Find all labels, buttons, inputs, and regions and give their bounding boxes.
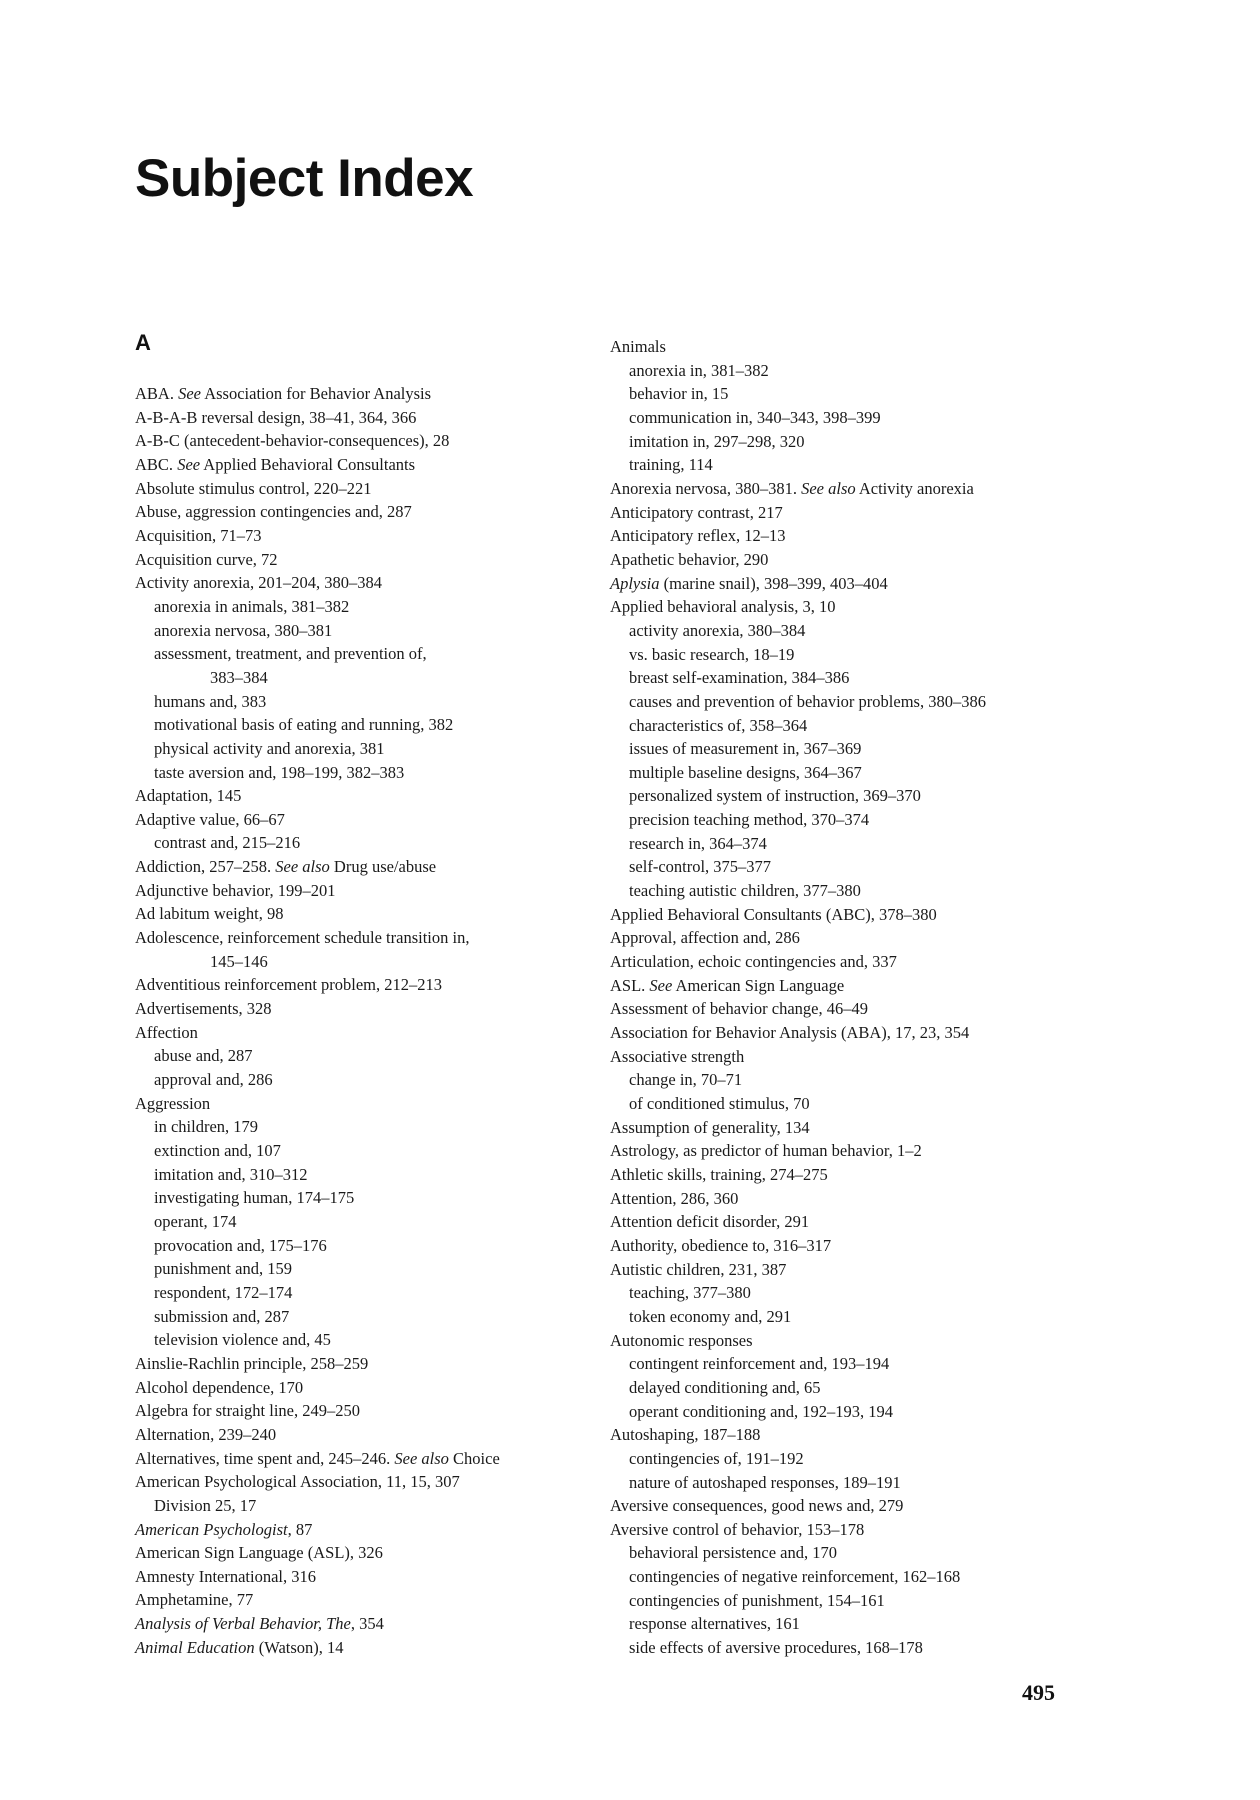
index-entry — [135, 1092, 605, 1116]
entry-text: , 87 — [287, 1519, 313, 1539]
index-subentry — [610, 1589, 1080, 1613]
entry-text: behavior in, 15 — [629, 384, 729, 404]
index-entry — [610, 1234, 1080, 1258]
index-subentry — [135, 595, 605, 619]
entry-text: nature of autoshaped responses, 189–191 — [629, 1472, 901, 1492]
entry-text: contingent reinforcement and, 193–194 — [629, 1354, 890, 1374]
entry-text: operant, 174 — [154, 1211, 237, 1231]
entry-text: contrast and, 215–216 — [154, 833, 301, 853]
entry-text: delayed conditioning and, 65 — [629, 1377, 821, 1397]
entry-text: Articulation, echoic contingencies and, 337 — [610, 952, 897, 972]
index-subentry — [610, 1447, 1080, 1471]
index-subentry — [610, 430, 1080, 454]
entry-text: activity anorexia, 380–384 — [629, 620, 806, 640]
entry-italic-text: Animal Education — [135, 1637, 255, 1657]
entry-text: Ainslie-Rachlin principle, 258–259 — [135, 1353, 369, 1373]
index-subentry — [610, 406, 1080, 430]
index-subentry — [610, 714, 1080, 738]
entry-text: communication in, 340–343, 398–399 — [629, 407, 881, 427]
index-entry — [135, 973, 605, 997]
index-subentry — [610, 832, 1080, 856]
entry-text: ABA. — [135, 384, 179, 403]
index-entry — [610, 548, 1080, 572]
index-subentry — [610, 1471, 1080, 1495]
entry-text: Animals — [610, 337, 666, 356]
entry-text: ASL. — [610, 975, 650, 995]
entry-text: Attention deficit disorder, 291 — [610, 1212, 810, 1232]
entry-text: Autoshaping, 187–188 — [610, 1425, 761, 1445]
entry-text: Amphetamine, 77 — [135, 1590, 254, 1610]
entry-text: American Sign Language (ASL), 326 — [135, 1543, 383, 1563]
index-entry — [135, 1588, 605, 1612]
index-subentry — [610, 879, 1080, 903]
entry-text: Autonomic responses — [610, 1330, 753, 1350]
entry-text: 145–146 — [210, 951, 268, 971]
index-entry — [135, 1423, 605, 1447]
entry-text: Acquisition, 71–73 — [135, 525, 262, 545]
index-subentry — [135, 1234, 605, 1258]
entry-text: Apathetic behavior, 290 — [610, 549, 769, 569]
index-column-left — [135, 382, 605, 1659]
index-entry — [610, 1163, 1080, 1187]
index-entry — [610, 950, 1080, 974]
entry-text: American Psychological Association, 11, 15, 307 — [135, 1472, 460, 1492]
entry-text: Anticipatory reflex, 12–13 — [610, 526, 786, 546]
entry-italic-text: Aplysia — [610, 573, 660, 593]
index-subentry — [610, 359, 1080, 383]
index-subentry — [610, 784, 1080, 808]
entry-text: Aversive control of behavior, 153–178 — [610, 1519, 865, 1539]
index-subentry — [135, 1257, 605, 1281]
entry-text: Aggression — [135, 1093, 211, 1113]
index-entry — [610, 1116, 1080, 1140]
index-subentry — [610, 1352, 1080, 1376]
index-subentry — [135, 1186, 605, 1210]
index-entry — [610, 1021, 1080, 1045]
index-entry — [135, 879, 605, 903]
entry-text: Activity anorexia, 201–204, 380–384 — [135, 573, 383, 593]
index-entry — [610, 477, 1080, 501]
entry-text: of conditioned stimulus, 70 — [629, 1094, 810, 1113]
entry-text: Addiction, 257–258. — [135, 857, 276, 877]
entry-italic-text: See — [177, 454, 201, 474]
entry-text: approval and, 286 — [154, 1070, 273, 1090]
entry-text: 383–384 — [210, 667, 268, 687]
index-entry — [135, 1376, 605, 1400]
entry-text: Astrology, as predictor of human behavior, 1–2 — [610, 1141, 922, 1161]
index-subentry — [135, 690, 605, 714]
index-entry — [610, 1329, 1080, 1353]
entry-text: Anorexia nervosa, 380–381. — [610, 478, 802, 498]
entry-text: Division 25, 17 — [154, 1495, 257, 1515]
entry-text: breast self-examination, 384–386 — [629, 668, 850, 688]
index-subentry — [610, 690, 1080, 714]
index-subentry — [610, 1376, 1080, 1400]
index-subentry — [135, 1163, 605, 1187]
index-entry — [135, 382, 605, 406]
index-subentry — [135, 1044, 605, 1068]
index-subentry — [135, 1068, 605, 1092]
entry-text: multiple baseline designs, 364–367 — [629, 762, 862, 782]
entry-text: token economy and, 291 — [629, 1306, 792, 1326]
index-continuation — [135, 950, 605, 974]
index-subentry — [610, 1565, 1080, 1589]
index-subentry — [610, 453, 1080, 477]
index-entry — [135, 1612, 605, 1636]
index-entry — [135, 784, 605, 808]
index-entry — [610, 572, 1080, 596]
index-entry — [610, 595, 1080, 619]
entry-text: anorexia nervosa, 380–381 — [154, 620, 333, 640]
entry-text: Anticipatory contrast, 217 — [610, 502, 783, 522]
index-entry — [135, 524, 605, 548]
entry-text: Activity anorexia — [855, 478, 974, 498]
entry-text: physical activity and anorexia, 381 — [154, 738, 385, 758]
entry-text: research in, 364–374 — [629, 833, 767, 853]
entry-text: Absolute stimulus control, 220–221 — [135, 478, 372, 498]
entry-text: A-B-C (antecedent-behavior-consequences), 28 — [135, 431, 450, 451]
entry-text: Applied Behavioral Consultants (ABC), 378–380 — [610, 904, 937, 924]
index-entry — [610, 1139, 1080, 1163]
entry-text: taste aversion and, 198–199, 382–383 — [154, 762, 405, 782]
entry-text: Aversive consequences, good news and, 279 — [610, 1496, 904, 1516]
entry-text: behavioral persistence and, 170 — [629, 1543, 838, 1563]
index-subentry — [610, 382, 1080, 406]
index-subentry — [610, 1305, 1080, 1329]
entry-text: Association for Behavior Analysis (ABA), 17, 23, 354 — [610, 1023, 970, 1043]
entry-text: characteristics of, 358–364 — [629, 715, 808, 735]
entry-text: personalized system of instruction, 369–370 — [629, 786, 921, 806]
entry-text: Alternatives, time spent and, 245–246. — [135, 1448, 395, 1468]
index-entry — [135, 548, 605, 572]
entry-text: television violence and, 45 — [154, 1330, 331, 1350]
entry-italic-text: See also — [275, 857, 330, 877]
index-entry — [135, 1518, 605, 1542]
section-letter: A — [135, 330, 151, 355]
entry-text: Algebra for straight line, 249–250 — [135, 1401, 360, 1421]
entry-text: issues of measurement in, 367–369 — [629, 739, 862, 759]
index-subentry — [135, 1305, 605, 1329]
index-entry — [135, 855, 605, 879]
entry-text: operant conditioning and, 192–193, 194 — [629, 1401, 893, 1421]
index-subentry — [135, 1139, 605, 1163]
entry-text: American Sign Language — [672, 975, 845, 995]
index-subentry — [610, 619, 1080, 643]
entry-text: Alcohol dependence, 170 — [135, 1377, 304, 1397]
entry-text: teaching autistic children, 377–380 — [629, 881, 861, 901]
entry-text: ABC. — [135, 454, 178, 474]
entry-text: Adaptive value, 66–67 — [135, 809, 285, 829]
index-subentry — [610, 1092, 1080, 1116]
entry-text: side effects of aversive procedures, 168–178 — [629, 1638, 923, 1658]
entry-text: change in, 70–71 — [629, 1070, 743, 1090]
entry-text: investigating human, 174–175 — [154, 1188, 355, 1208]
index-subentry — [135, 737, 605, 761]
entry-text: Applied behavioral analysis, 3, 10 — [610, 597, 836, 617]
entry-text: contingencies of punishment, 154–161 — [629, 1590, 885, 1610]
entry-italic-text: See — [649, 975, 673, 995]
index-subentry — [135, 619, 605, 643]
index-entry — [135, 1541, 605, 1565]
index-entry — [610, 335, 1080, 359]
index-entry — [610, 1518, 1080, 1542]
index-entry — [135, 1470, 605, 1494]
entry-text: training, 114 — [629, 455, 713, 475]
index-subentry — [135, 1281, 605, 1305]
index-entry — [135, 500, 605, 524]
page-title: Subject Index — [135, 149, 474, 208]
index-entry — [135, 453, 605, 477]
entry-text: (Watson), 14 — [254, 1637, 344, 1657]
index-entry — [135, 808, 605, 832]
index-entry — [135, 571, 605, 595]
index-subentry — [610, 666, 1080, 690]
index-entry — [135, 1399, 605, 1423]
index-entry — [610, 997, 1080, 1021]
entry-text: contingencies of negative reinforcement, 162–168 — [629, 1567, 961, 1587]
index-entry — [135, 1352, 605, 1376]
entry-text: Alternation, 239–240 — [135, 1424, 277, 1444]
index-subentry — [610, 1068, 1080, 1092]
index-subentry — [610, 1612, 1080, 1636]
index-subentry — [610, 761, 1080, 785]
index-entry — [610, 903, 1080, 927]
entry-text: anorexia in animals, 381–382 — [154, 596, 350, 616]
entry-text: A-B-A-B reversal design, 38–41, 364, 366 — [135, 407, 417, 427]
entry-text: Assumption of generality, 134 — [610, 1117, 810, 1137]
entry-text: submission and, 287 — [154, 1306, 290, 1326]
entry-italic-text: See also — [394, 1448, 449, 1468]
entry-text: Choice — [448, 1448, 500, 1468]
index-subentry — [610, 1541, 1080, 1565]
index-entry — [610, 1258, 1080, 1282]
entry-text: causes and prevention of behavior problems, 380–386 — [629, 691, 986, 711]
index-subentry — [135, 1328, 605, 1352]
entry-text: Approval, affection and, 286 — [610, 928, 800, 948]
index-subentry — [610, 737, 1080, 761]
index-entry — [135, 902, 605, 926]
index-continuation — [135, 666, 605, 690]
entry-text: imitation and, 310–312 — [154, 1164, 308, 1184]
index-subentry — [135, 642, 605, 666]
entry-text: Abuse, aggression contingencies and, 287 — [135, 502, 412, 522]
entry-italic-text: American Psychologist — [135, 1519, 288, 1539]
index-entry — [610, 926, 1080, 950]
index-subentry — [610, 808, 1080, 832]
entry-text: motivational basis of eating and running, 382 — [154, 715, 454, 735]
entry-text: Amnesty International, 316 — [135, 1566, 317, 1586]
entry-text: Acquisition curve, 72 — [135, 549, 278, 569]
entry-text: Autistic children, 231, 387 — [610, 1259, 787, 1279]
entry-text: respondent, 172–174 — [154, 1282, 293, 1302]
entry-text: in children, 179 — [154, 1117, 259, 1137]
index-entry — [135, 1565, 605, 1589]
entry-text: vs. basic research, 18–19 — [629, 644, 795, 664]
index-subentry — [135, 761, 605, 785]
entry-text: provocation and, 175–176 — [154, 1235, 327, 1255]
entry-text: teaching, 377–380 — [629, 1283, 751, 1303]
entry-text: Adolescence, reinforcement schedule transition in, — [135, 928, 470, 948]
index-subentry — [610, 1636, 1080, 1660]
index-entry — [610, 501, 1080, 525]
entry-text: Athletic skills, training, 274–275 — [610, 1164, 828, 1184]
entry-text: imitation in, 297–298, 320 — [629, 431, 805, 451]
entry-text: precision teaching method, 370–374 — [629, 810, 870, 830]
entry-text: Adaptation, 145 — [135, 786, 242, 806]
entry-text: contingencies of, 191–192 — [629, 1448, 804, 1468]
index-entry — [610, 1210, 1080, 1234]
index-entry — [135, 477, 605, 501]
entry-text: Drug use/abuse — [329, 857, 437, 877]
index-subentry — [135, 1115, 605, 1139]
entry-italic-text: Analysis of Verbal Behavior, The — [135, 1614, 351, 1634]
entry-text: Association for Behavior Analysis — [201, 384, 432, 403]
entry-text: extinction and, 107 — [154, 1141, 281, 1160]
index-entry — [135, 1021, 605, 1045]
index-entry — [610, 1494, 1080, 1518]
entry-text: Associative strength — [610, 1046, 745, 1066]
entry-text: (marine snail), 398–399, 403–404 — [659, 573, 888, 593]
index-subentry — [135, 831, 605, 855]
index-entry — [610, 1187, 1080, 1211]
entry-text: Assessment of behavior change, 46–49 — [610, 999, 868, 1019]
entry-italic-text: See — [178, 384, 201, 403]
entry-text: , 354 — [350, 1614, 384, 1634]
entry-text: Applied Behavioral Consultants — [200, 454, 416, 474]
index-entry — [135, 406, 605, 430]
index-subentry — [610, 855, 1080, 879]
entry-text: Adjunctive behavior, 199–201 — [135, 880, 336, 900]
index-subentry — [610, 1281, 1080, 1305]
index-subentry — [135, 713, 605, 737]
index-entry — [610, 524, 1080, 548]
index-entry — [610, 974, 1080, 998]
entry-italic-text: See also — [801, 478, 856, 498]
entry-text: humans and, 383 — [154, 691, 267, 711]
entry-text: assessment, treatment, and prevention of, — [154, 644, 427, 664]
entry-text: Attention, 286, 360 — [610, 1188, 739, 1208]
index-entry — [135, 429, 605, 453]
index-subentry — [135, 1210, 605, 1234]
index-entry — [135, 926, 605, 950]
entry-text: self-control, 375–377 — [629, 857, 772, 877]
entry-text: response alternatives, 161 — [629, 1614, 800, 1634]
entry-text: Affection — [135, 1022, 198, 1042]
index-subentry — [135, 1494, 605, 1518]
entry-text: Advertisements, 328 — [135, 999, 272, 1019]
index-entry — [135, 997, 605, 1021]
index-entry — [610, 1045, 1080, 1069]
index-subentry — [610, 1400, 1080, 1424]
entry-text: anorexia in, 381–382 — [629, 360, 769, 380]
entry-text: punishment and, 159 — [154, 1259, 292, 1279]
index-entry — [610, 1423, 1080, 1447]
entry-text: abuse and, 287 — [154, 1046, 253, 1066]
index-entry — [135, 1636, 605, 1660]
index-entry — [135, 1447, 605, 1471]
entry-text: Ad labitum weight, 98 — [135, 904, 284, 924]
index-subentry — [610, 643, 1080, 667]
entry-text: Authority, obedience to, 316–317 — [610, 1235, 832, 1255]
index-column-right — [610, 335, 1080, 1660]
page-number: 495 — [1022, 1680, 1055, 1705]
entry-text: Adventitious reinforcement problem, 212–213 — [135, 975, 443, 995]
